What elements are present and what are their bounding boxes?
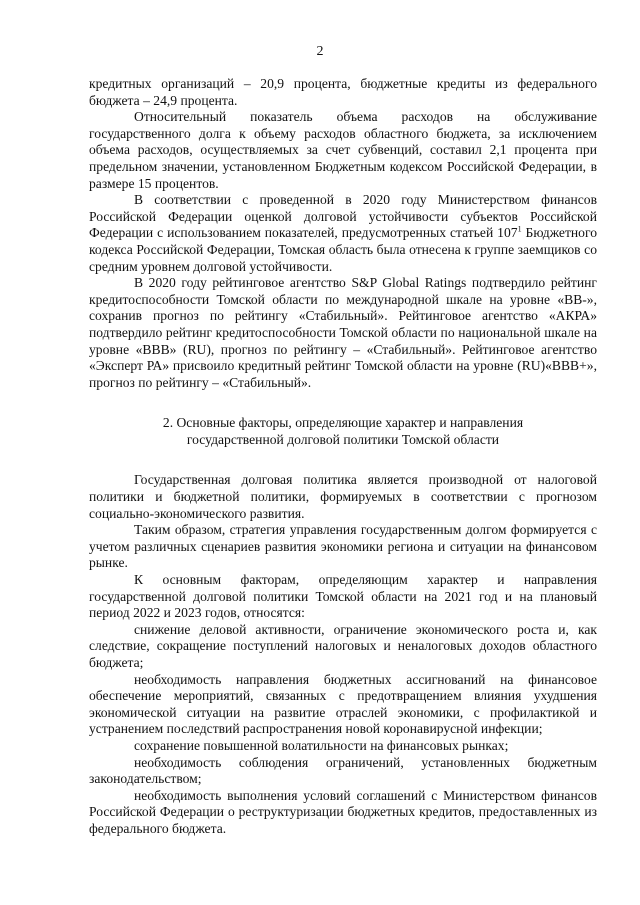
list-item-restructuring-agreements: необходимость выполнения условий соглашений с Министерством финансов Российской Федерации о реструктуризации бюджетных кредитов, предоставленных из федерального бюджета. (89, 787, 597, 836)
footnote-superscript: 1 (517, 224, 522, 234)
list-item-market-volatility: сохранение повышенной волатильности на финансовых рынках; (134, 737, 509, 753)
section-heading (89, 415, 597, 448)
document-body (89, 76, 597, 838)
page-number: 2 (316, 44, 324, 59)
section-heading-line-2: государственной долговой политики Томской области (186, 431, 500, 447)
list-item-budget-restrictions: необходимость соблюдения ограничений, установленных бюджетным законодательством; (89, 754, 597, 787)
paragraph-debt-structure: кредитных организаций – 20,9 процента, бюджетные кредиты из федерального бюджета – 24,9 процента. (89, 76, 597, 108)
paragraph-credit-ratings: В 2020 году рейтинговое агентство S&P Global Ratings подтвердило рейтинг кредитоспособности Томской области по международной шкале на уровне «BB-», сохранив прогноз по рейтингу «Стабильный». Рейтинговое агентство «АКРА» подтвердило рейтинг кредитоспособности Томской области по национальной шкале на уровне «BBB» (RU), прогноз по рейтингу – «Стабильный». Рейтинговое агентство «Эксперт РА» присвоило кредитный рейтинг Томской области на уровне (RU)«BBB+», прогноз по рейтингу – «Стабильный». (89, 275, 597, 390)
section-heading-line-1: 2. Основные факторы, определяющие характер и направления (162, 415, 524, 431)
list-item-activity-decline: снижение деловой активности, ограничение экономического роста и, как следствие, сокращение поступлений налоговых и неналоговых доходов областного бюджета; (89, 621, 597, 670)
paragraph-debt-service-ratio: Относительный показатель объема расходов на обслуживание государственного долга к объему расходов областного бюджета, за исключением объема расходов, осуществляемых за счет субвенций, составил 2,1 процента при предельном значении, установленном Бюджетным кодексом Российской Федерации, в размере 15 процентов. (89, 109, 597, 191)
paragraph-strategy: Таким образом, стратегия управления государственным долгом формируется с учетом различных сценариев развития экономики региона и ситуации на финансовом рынке. (89, 522, 597, 571)
paragraph-policy-derivative: Государственная долговая политика является производной от налоговой политики и бюджетной политики, формируемых в соответствии с прогнозом социально-экономического развития. (89, 472, 597, 521)
paragraph-debt-sustainability-part1: В соответствии с проведенной в 2020 году Министерством финансов Российской Федерации оценкой долговой устойчивости субъектов Российской Федерации с использованием показателей, предусмотренных статьей 107 (89, 192, 597, 241)
list-item-covid-measures: необходимость направления бюджетных ассигнований на финансовое обеспечение мероприятий, связанных с предотвращением влияния ухудшения экономической ситуации на развитие отраслей экономики, с профилактикой и устранением последствий распространения новой коронавирусной инфекции; (89, 671, 597, 737)
paragraph-debt-sustainability-part2: Бюджетного кодекса Российской Федерации, Томская область была отнесена к группе заемщиков со средним уровнем долговой устойчивости. (89, 225, 597, 274)
paragraph-factors-intro: К основным факторам, определяющим характер и направления государственной долговой политики Томской области на 2021 год и на плановый период 2022 и 2023 годов, относятся: (89, 572, 597, 621)
paragraph-debt-sustainability (89, 192, 597, 275)
